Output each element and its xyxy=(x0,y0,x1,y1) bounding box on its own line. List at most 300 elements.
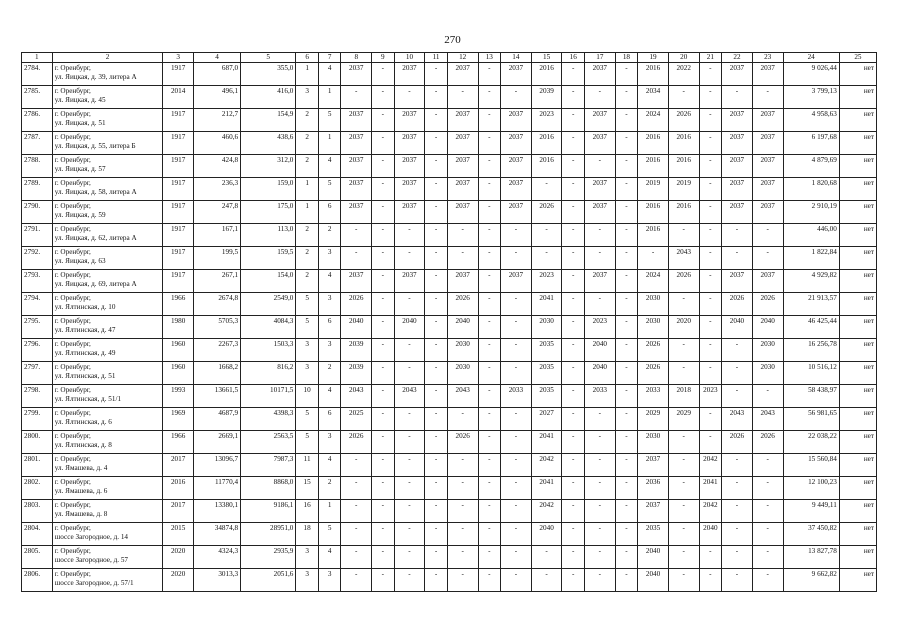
address-city: г. Оренбург, xyxy=(54,363,91,371)
table-cell: 2015 xyxy=(163,523,194,546)
table-cell: 2 xyxy=(318,477,341,500)
table-cell: 2016 xyxy=(638,201,669,224)
table-cell: - xyxy=(615,109,638,132)
table-cell: - xyxy=(394,523,425,546)
table-cell: - xyxy=(425,201,448,224)
table-cell: 2037 xyxy=(394,109,425,132)
row-number: 2800. xyxy=(22,431,53,454)
table-cell: 56 981,65 xyxy=(783,408,839,431)
table-cell: нет xyxy=(839,431,876,454)
table-cell: 12 100,23 xyxy=(783,477,839,500)
table-cell: - xyxy=(478,63,501,86)
table-cell: - xyxy=(394,339,425,362)
table-cell: - xyxy=(562,454,585,477)
table-cell: - xyxy=(562,109,585,132)
table-row xyxy=(22,431,877,454)
column-header: 3 xyxy=(163,53,194,63)
table-cell: 159,5 xyxy=(241,247,296,270)
column-header: 15 xyxy=(531,53,562,63)
table-cell: - xyxy=(372,454,395,477)
table-row xyxy=(22,523,877,546)
table-cell: - xyxy=(615,454,638,477)
table-cell: 2669,1 xyxy=(193,431,240,454)
table-cell: - xyxy=(562,500,585,523)
table-cell: 1 xyxy=(318,500,341,523)
table-cell: нет xyxy=(839,477,876,500)
table-cell: 2030 xyxy=(447,362,478,385)
table-cell: - xyxy=(372,201,395,224)
table-cell: 2016 xyxy=(668,132,699,155)
table-cell: - xyxy=(562,63,585,86)
table-cell: - xyxy=(584,454,615,477)
table-cell: - xyxy=(562,431,585,454)
table-cell: - xyxy=(699,293,722,316)
table-cell: 2026 xyxy=(447,431,478,454)
table-cell: 2037 xyxy=(501,132,532,155)
table-cell: 2026 xyxy=(341,293,372,316)
address-cell xyxy=(52,293,163,316)
table-cell: - xyxy=(752,569,783,592)
table-cell: 2017 xyxy=(163,500,194,523)
table-cell: 2037 xyxy=(722,155,753,178)
column-header: 9 xyxy=(372,53,395,63)
table-cell: 15 560,84 xyxy=(783,454,839,477)
table-cell: - xyxy=(372,63,395,86)
table-cell: - xyxy=(501,500,532,523)
table-cell: 46 425,44 xyxy=(783,316,839,339)
table-cell: - xyxy=(668,224,699,247)
table-cell: 4 xyxy=(318,385,341,408)
table-cell: - xyxy=(752,477,783,500)
table-cell: - xyxy=(752,546,783,569)
table-cell: - xyxy=(562,224,585,247)
table-cell: 3 xyxy=(318,569,341,592)
table-cell: - xyxy=(699,431,722,454)
table-cell: 3 xyxy=(318,293,341,316)
table-cell: 4 xyxy=(318,454,341,477)
table-cell: - xyxy=(394,546,425,569)
column-header: 19 xyxy=(638,53,669,63)
table-cell: 5705,3 xyxy=(193,316,240,339)
table-row xyxy=(22,316,877,339)
table-row xyxy=(22,86,877,109)
column-header: 6 xyxy=(296,53,319,63)
table-cell: - xyxy=(722,500,753,523)
table-cell: - xyxy=(501,316,532,339)
table-cell: нет xyxy=(839,247,876,270)
table-cell: 2042 xyxy=(699,454,722,477)
table-cell: 1 xyxy=(296,63,319,86)
table-row xyxy=(22,63,877,86)
table-cell: - xyxy=(501,546,532,569)
address-cell xyxy=(52,477,163,500)
table-cell: - xyxy=(425,178,448,201)
table-cell: 22 038,22 xyxy=(783,431,839,454)
address-street: ул. Ямашева, д. 4 xyxy=(54,464,108,472)
table-cell: 5 xyxy=(296,293,319,316)
table-cell: - xyxy=(615,385,638,408)
table-cell: нет xyxy=(839,523,876,546)
table-cell: 167,1 xyxy=(193,224,240,247)
table-cell: - xyxy=(447,224,478,247)
table-cell: 2037 xyxy=(447,270,478,293)
table-cell: 4324,3 xyxy=(193,546,240,569)
address-street: ул. Ялтинская, д. 51 xyxy=(54,372,116,380)
table-cell: - xyxy=(447,500,478,523)
table-cell: 4084,3 xyxy=(241,316,296,339)
table-cell: - xyxy=(425,431,448,454)
table-cell: - xyxy=(478,500,501,523)
address-cell xyxy=(52,201,163,224)
table-cell: 1980 xyxy=(163,316,194,339)
table-cell: 10 516,12 xyxy=(783,362,839,385)
table-cell: нет xyxy=(839,546,876,569)
address-street: шоссе Загородное, д. 57 xyxy=(54,556,129,564)
table-cell: 446,00 xyxy=(783,224,839,247)
address-city: г. Оренбург, xyxy=(54,64,91,72)
table-cell: 2016 xyxy=(668,155,699,178)
table-cell: - xyxy=(394,293,425,316)
table-cell: - xyxy=(615,132,638,155)
table-cell: 2037 xyxy=(584,178,615,201)
table-cell: - xyxy=(501,86,532,109)
table-cell: - xyxy=(668,86,699,109)
address-cell xyxy=(52,339,163,362)
table-cell: 2 xyxy=(296,132,319,155)
address-street: ул. Яицкая, д. 62, литера А xyxy=(54,234,137,242)
table-cell: 2040 xyxy=(638,546,669,569)
table-cell: - xyxy=(501,454,532,477)
table-cell: - xyxy=(425,86,448,109)
table-cell: 2037 xyxy=(447,178,478,201)
table-cell: - xyxy=(372,86,395,109)
table-cell: нет xyxy=(839,293,876,316)
address-city: г. Оренбург, xyxy=(54,455,91,463)
table-cell: 15 xyxy=(296,477,319,500)
table-cell: 2037 xyxy=(584,201,615,224)
table-cell: - xyxy=(584,293,615,316)
table-cell: - xyxy=(478,201,501,224)
table-cell: - xyxy=(501,362,532,385)
row-number: 2790. xyxy=(22,201,53,224)
table-cell: 496,1 xyxy=(193,86,240,109)
table-cell: - xyxy=(501,523,532,546)
column-header: 2 xyxy=(52,53,163,63)
table-cell: нет xyxy=(839,362,876,385)
table-cell: 5 xyxy=(318,109,341,132)
table-cell: - xyxy=(615,63,638,86)
table-cell: - xyxy=(447,454,478,477)
column-header: 21 xyxy=(699,53,722,63)
table-cell: - xyxy=(699,408,722,431)
table-cell: нет xyxy=(839,224,876,247)
table-cell: - xyxy=(668,339,699,362)
address-city: г. Оренбург, xyxy=(54,386,91,394)
table-cell: 1 822,84 xyxy=(783,247,839,270)
table-row xyxy=(22,132,877,155)
address-city: г. Оренбург, xyxy=(54,432,91,440)
table-cell: - xyxy=(722,247,753,270)
table-cell: 2030 xyxy=(752,362,783,385)
table-cell: - xyxy=(372,477,395,500)
column-header: 5 xyxy=(241,53,296,63)
column-header: 11 xyxy=(425,53,448,63)
table-cell: - xyxy=(562,546,585,569)
table-cell: - xyxy=(341,523,372,546)
table-cell: 2037 xyxy=(752,109,783,132)
address-cell xyxy=(52,86,163,109)
table-cell: - xyxy=(722,86,753,109)
table-cell: - xyxy=(478,454,501,477)
table-cell: нет xyxy=(839,155,876,178)
address-city: г. Оренбург, xyxy=(54,524,91,532)
table-cell: - xyxy=(699,178,722,201)
table-cell: 2037 xyxy=(752,63,783,86)
table-cell: 2016 xyxy=(531,63,562,86)
table-cell: - xyxy=(722,362,753,385)
table-cell: 154,0 xyxy=(241,270,296,293)
table-cell: 355,0 xyxy=(241,63,296,86)
table-cell: - xyxy=(562,86,585,109)
table-cell: 2037 xyxy=(341,155,372,178)
row-number: 2806. xyxy=(22,569,53,592)
table-cell: - xyxy=(501,477,532,500)
table-cell: - xyxy=(425,247,448,270)
table-cell: - xyxy=(584,569,615,592)
table-cell: - xyxy=(478,477,501,500)
table-cell: - xyxy=(752,454,783,477)
table-cell: 460,6 xyxy=(193,132,240,155)
table-cell: 2043 xyxy=(722,408,753,431)
table-cell: 3 xyxy=(318,247,341,270)
table-cell: 2037 xyxy=(447,201,478,224)
table-cell: 2037 xyxy=(394,201,425,224)
address-cell xyxy=(52,546,163,569)
table-cell: 2016 xyxy=(638,63,669,86)
table-cell: 4398,3 xyxy=(241,408,296,431)
table-cell: 13 827,78 xyxy=(783,546,839,569)
table-cell: 3 799,13 xyxy=(783,86,839,109)
table-cell: нет xyxy=(839,569,876,592)
address-cell xyxy=(52,362,163,385)
table-cell: 2037 xyxy=(584,270,615,293)
table-cell: - xyxy=(615,477,638,500)
table-cell: - xyxy=(668,546,699,569)
address-cell xyxy=(52,385,163,408)
table-cell: - xyxy=(615,178,638,201)
table-cell: - xyxy=(615,500,638,523)
address-street: ул. Ялтинская, д. 51/1 xyxy=(54,395,122,403)
address-street: ул. Ямашева, д. 8 xyxy=(54,510,108,518)
table-cell: - xyxy=(562,339,585,362)
table-cell: 2563,5 xyxy=(241,431,296,454)
table-cell: - xyxy=(447,523,478,546)
table-cell: 2016 xyxy=(638,132,669,155)
table-cell: 2 xyxy=(296,155,319,178)
row-number: 2785. xyxy=(22,86,53,109)
table-cell: 687,0 xyxy=(193,63,240,86)
row-number: 2801. xyxy=(22,454,53,477)
table-cell: 2039 xyxy=(531,86,562,109)
address-city: г. Оренбург, xyxy=(54,570,91,578)
table-cell: нет xyxy=(839,201,876,224)
table-cell: 2 910,19 xyxy=(783,201,839,224)
table-cell: - xyxy=(425,339,448,362)
table-cell: 9 449,11 xyxy=(783,500,839,523)
table-cell: 2041 xyxy=(531,431,562,454)
table-cell: нет xyxy=(839,500,876,523)
table-cell: 2026 xyxy=(668,109,699,132)
table-row xyxy=(22,178,877,201)
table-cell: - xyxy=(501,339,532,362)
table-cell: 2037 xyxy=(584,109,615,132)
table-cell: 2020 xyxy=(668,316,699,339)
table-cell: 2040 xyxy=(447,316,478,339)
table-cell: - xyxy=(562,132,585,155)
address-city: г. Оренбург, xyxy=(54,547,91,555)
table-cell: 3 xyxy=(318,431,341,454)
table-cell: - xyxy=(562,569,585,592)
table-cell: 2037 xyxy=(394,63,425,86)
table-row xyxy=(22,224,877,247)
table-cell: 2037 xyxy=(501,178,532,201)
table-cell: - xyxy=(478,339,501,362)
column-header: 14 xyxy=(501,53,532,63)
table-cell: 3 xyxy=(296,362,319,385)
column-header: 12 xyxy=(447,53,478,63)
table-cell: - xyxy=(584,86,615,109)
address-city: г. Оренбург, xyxy=(54,478,91,486)
table-cell: 2043 xyxy=(341,385,372,408)
table-cell: 1960 xyxy=(163,339,194,362)
table-row xyxy=(22,155,877,178)
table-cell: 4 xyxy=(318,63,341,86)
table-cell: - xyxy=(752,500,783,523)
row-number: 2802. xyxy=(22,477,53,500)
table-cell: 247,8 xyxy=(193,201,240,224)
row-number: 2797. xyxy=(22,362,53,385)
table-cell: - xyxy=(531,546,562,569)
table-cell: 2935,9 xyxy=(241,546,296,569)
table-cell: - xyxy=(341,86,372,109)
table-cell: - xyxy=(394,500,425,523)
table-row xyxy=(22,546,877,569)
table-cell: - xyxy=(478,224,501,247)
table-cell: 2037 xyxy=(341,201,372,224)
table-cell: 2037 xyxy=(638,500,669,523)
column-header: 7 xyxy=(318,53,341,63)
table-cell: - xyxy=(699,86,722,109)
table-cell: - xyxy=(668,362,699,385)
column-header: 8 xyxy=(341,53,372,63)
table-cell: 6 xyxy=(318,408,341,431)
table-cell: - xyxy=(394,454,425,477)
table-cell: 175,0 xyxy=(241,201,296,224)
table-cell: - xyxy=(478,431,501,454)
table-cell: 2040 xyxy=(531,523,562,546)
table-cell: 2 xyxy=(296,224,319,247)
table-cell: 2025 xyxy=(341,408,372,431)
table-cell: нет xyxy=(839,316,876,339)
table-cell: 2043 xyxy=(447,385,478,408)
table-cell: 11 xyxy=(296,454,319,477)
table-cell: 21 913,57 xyxy=(783,293,839,316)
table-cell: 2051,6 xyxy=(241,569,296,592)
table-cell: 2026 xyxy=(752,431,783,454)
table-cell: 2037 xyxy=(722,270,753,293)
table-cell: 2037 xyxy=(394,155,425,178)
table-cell: 1960 xyxy=(163,362,194,385)
table-cell: 2026 xyxy=(531,201,562,224)
address-city: г. Оренбург, xyxy=(54,501,91,509)
table-cell: - xyxy=(447,569,478,592)
table-cell: 1917 xyxy=(163,109,194,132)
table-cell: - xyxy=(372,224,395,247)
table-cell: 1917 xyxy=(163,270,194,293)
address-street: ул. Яицкая, д. 51 xyxy=(54,119,106,127)
table-cell: - xyxy=(501,569,532,592)
table-cell: 10171,5 xyxy=(241,385,296,408)
table-cell: нет xyxy=(839,385,876,408)
table-cell: 2 xyxy=(296,270,319,293)
table-cell: - xyxy=(584,408,615,431)
address-street: ул. Ялтинская, д. 10 xyxy=(54,303,116,311)
table-cell: - xyxy=(615,316,638,339)
table-cell: 416,0 xyxy=(241,86,296,109)
table-cell: - xyxy=(699,546,722,569)
row-number: 2787. xyxy=(22,132,53,155)
table-cell: - xyxy=(615,339,638,362)
table-cell: 1 xyxy=(296,201,319,224)
table-cell: 2027 xyxy=(531,408,562,431)
row-number: 2794. xyxy=(22,293,53,316)
table-cell: - xyxy=(615,431,638,454)
address-city: г. Оренбург, xyxy=(54,225,91,233)
table-cell: 2016 xyxy=(163,477,194,500)
table-cell: 2040 xyxy=(584,362,615,385)
table-cell: 2036 xyxy=(638,477,669,500)
table-cell: - xyxy=(699,63,722,86)
row-number: 2784. xyxy=(22,63,53,86)
table-cell: нет xyxy=(839,109,876,132)
table-cell: - xyxy=(584,523,615,546)
table-cell: - xyxy=(615,224,638,247)
table-cell: 2037 xyxy=(341,132,372,155)
row-number: 2793. xyxy=(22,270,53,293)
table-cell: 2 xyxy=(318,362,341,385)
table-row xyxy=(22,408,877,431)
table-cell: - xyxy=(394,224,425,247)
table-cell: 2043 xyxy=(668,247,699,270)
row-number: 2804. xyxy=(22,523,53,546)
row-number: 2789. xyxy=(22,178,53,201)
table-cell: - xyxy=(425,155,448,178)
table-row xyxy=(22,109,877,132)
table-row xyxy=(22,454,877,477)
table-cell: 2016 xyxy=(668,201,699,224)
table-cell: - xyxy=(615,247,638,270)
table-cell: 2040 xyxy=(752,316,783,339)
table-cell: - xyxy=(752,86,783,109)
table-cell: 2042 xyxy=(531,454,562,477)
table-cell: - xyxy=(699,569,722,592)
address-cell xyxy=(52,500,163,523)
row-number: 2803. xyxy=(22,500,53,523)
table-cell: 58 438,97 xyxy=(783,385,839,408)
table-cell: - xyxy=(584,500,615,523)
table-cell: - xyxy=(722,224,753,247)
table-cell: 3 xyxy=(296,339,319,362)
